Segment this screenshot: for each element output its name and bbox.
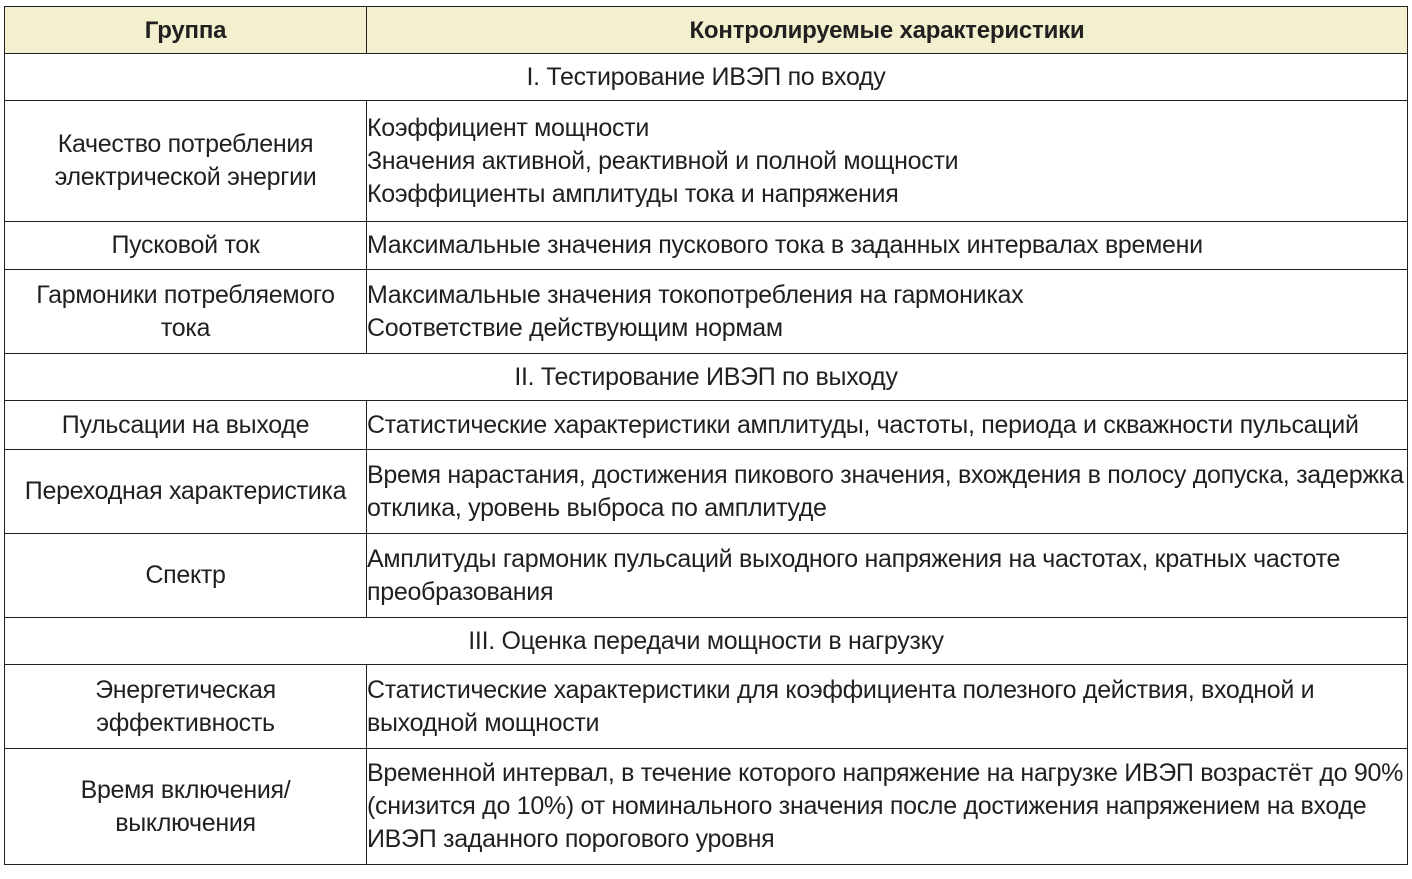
group-label: Энергетическая эффективность [95,675,276,737]
table-row [5,101,1408,222]
table-row [5,749,1408,865]
group-cell [5,665,367,749]
section-title: I. Тестирование ИВЭП по входу [5,54,1408,101]
table-row [5,401,1408,450]
characteristic-line: Максимальные значения токопотребления на гармониках [367,280,1024,309]
characteristics-table [4,6,1408,865]
table-row [5,270,1408,354]
group-label: Спектр [5,534,367,618]
group-cell [5,270,367,354]
characteristics-cell [367,401,1408,450]
group-cell [5,101,367,222]
group-label: Гармоники потребляемого тока [36,280,335,342]
table-header-row [5,7,1408,54]
characteristics-cell [367,270,1408,354]
characteristics-cell [367,534,1408,618]
characteristic-line: Соответствие действующим нормам [367,313,783,342]
section-row [5,54,1408,101]
characteristic-line: Амплитуды гармоник пульсаций выходного напряжения на частотах, кратных частоте преобразования [367,544,1341,606]
table-row [5,222,1408,270]
characteristics-cell [367,450,1408,534]
characteristic-line: Статистические характеристики амплитуды, частоты, периода и скважности пульсаций [367,410,1359,439]
section-row [5,618,1408,665]
characteristic-line: Статистические характеристики для коэффициента полезного действия, входной и выходной мощности [367,675,1315,737]
group-label: Качество потребления электрической энергии [54,130,317,191]
characteristics-cell [367,101,1408,222]
group-label: Пусковой ток [5,222,367,270]
characteristics-cell [367,749,1408,865]
header-group: Группа [5,7,367,54]
characteristic-line: Временной интервал, в течение которого напряжение на нагрузке ИВЭП возрастёт до 90% (снизится до 10%) от номинального значения после достижения напряжением на входе ИВЭП заданного порогового уровня [367,759,1404,853]
characteristics-cell [367,222,1408,270]
characteristic-line: Значения активной, реактивной и полной мощности [367,146,959,175]
section-row [5,354,1408,401]
section-title: II. Тестирование ИВЭП по выходу [5,354,1408,401]
characteristics-cell [367,665,1408,749]
characteristic-line: Максимальные значения пускового тока в заданных интервалах времени [367,231,1203,259]
group-label: Пульсации на выходе [5,401,367,450]
group-label: Время включения/ выключения [80,775,291,837]
table-row [5,450,1408,534]
table-row [5,534,1408,618]
header-characteristics: Контролируемые характеристики [367,7,1408,54]
group-label: Переходная характеристика [5,450,367,534]
section-title: III. Оценка передачи мощности в нагрузку [5,618,1408,665]
group-cell [5,749,367,865]
characteristic-line: Коэффициенты амплитуды тока и напряжения [367,179,899,208]
characteristic-line: Коэффициент мощности [367,113,650,142]
characteristic-line: Время нарастания, достижения пикового значения, вхождения в полосу допуска, задержка отклика, уровень выброса по амплитуде [367,460,1404,522]
table-row [5,665,1408,749]
